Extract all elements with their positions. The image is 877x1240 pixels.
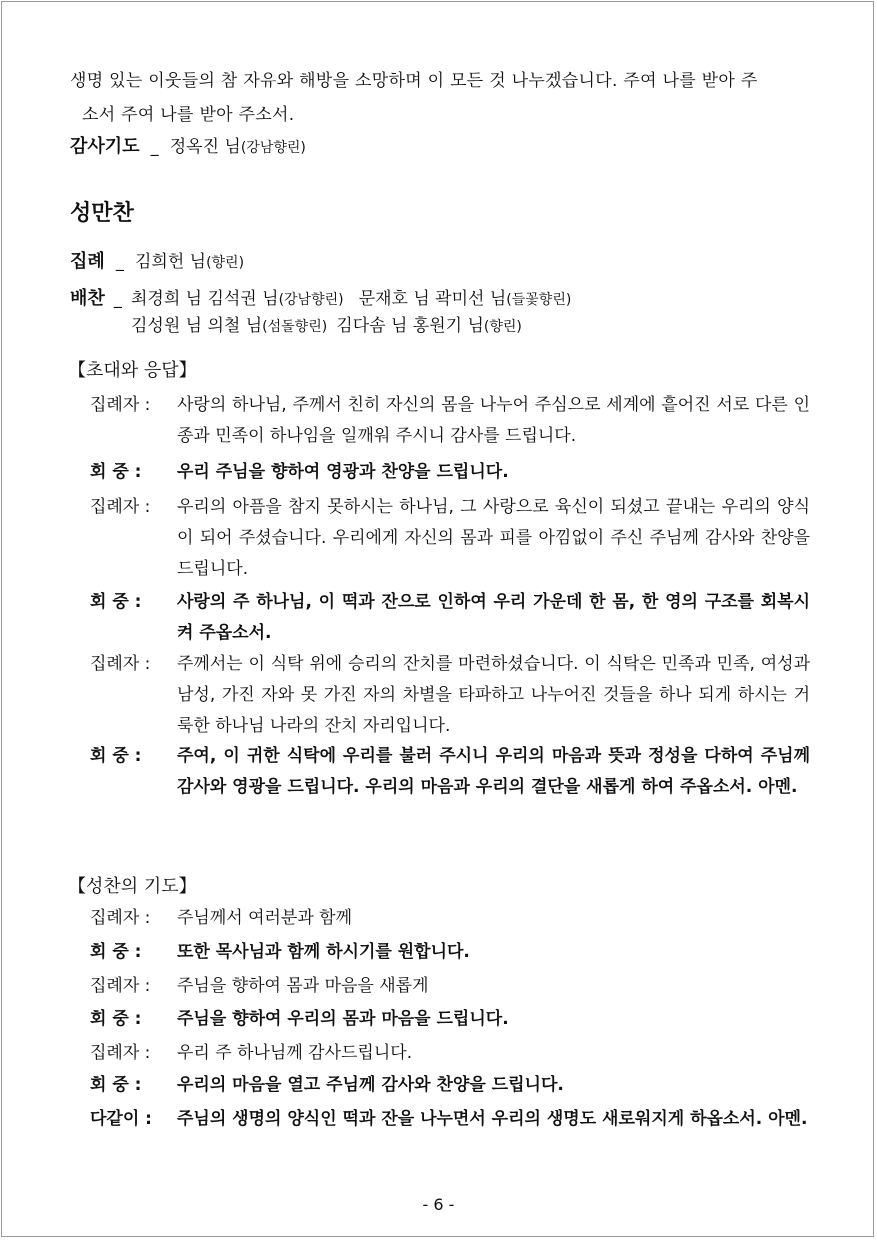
speaker-label: 회 중 : [90,462,142,482]
servers-line-2 [131,311,522,336]
officiant-line [70,247,244,273]
thanks-prayer-line [70,132,306,158]
officiant-sep: _ [115,252,124,271]
response-text: 주여, 이 귀한 식탁에 우리를 불러 주시니 우리의 마음과 뜻과 정성을 다하여 주님께 감사와 영광을 드립니다. 우리의 마음과 우리의 결단을 새롭게 하여 주옵소서. 아멘. [177,746,810,797]
response-text: 주님의 생명의 양식인 떡과 잔을 나누면서 우리의 생명도 새로워지게 하옵소서. 아멘. [177,1109,808,1129]
officiant-name: 김희헌 님 [134,252,207,272]
response-text: 주님을 향하여 우리의 몸과 마음을 드립니다. [177,1009,509,1029]
response-line [90,937,810,968]
response-line [90,390,810,452]
speaker-label: 집례자 : [90,654,151,674]
section-title-invitation: 【초대와 응답】 [68,360,197,381]
response-line [90,1038,810,1069]
response-line [90,587,810,649]
speaker-label: 집례자 : [90,908,151,928]
response-text: 우리의 아픔을 참지 못하시는 하나님, 그 사랑으로 육신이 되셨고 끝내는 우리의 양식이 되어 주셨습니다. 우리에게 자신의 몸과 피를 아낌없이 주신 주님께 감사와 찬양을 드립니다. [177,497,810,579]
server-affil: (향린) [483,319,522,335]
servers-sep: _ [113,289,122,308]
thanks-prayer-name: 정옥진 님 [169,137,241,157]
servers-line-1 [70,284,571,310]
thanks-prayer-label: 감사기도 [70,136,140,157]
response-text: 주님을 향하여 몸과 마음을 새롭게 [177,976,429,996]
response-text: 우리 주님을 향하여 영광과 찬양을 드립니다. [177,462,509,482]
response-text: 주께서는 이 식탁 위에 승리의 잔치를 마련하셨습니다. 이 식탁은 민족과 민족, 여성과 남성, 가진 자와 못 가진 자의 차별을 타파하고 나누어진 것들을 하나 되게 하시는 거룩한 하나님 나라의 잔치 자리입니다. [177,654,810,736]
speaker-label: 집례자 : [90,1043,151,1063]
response-line [90,649,810,742]
server-names: 최경희 님 김석권 님 [130,289,279,309]
page-number: - 6 - [422,1195,455,1214]
response-line [90,741,810,803]
server-affil: (들꽃향린) [506,292,572,308]
response-line [90,457,810,488]
speaker-label: 회 중 : [90,746,142,766]
response-line [90,492,810,585]
response-text: 또한 목사님과 함께 하시기를 원합니다. [177,942,470,962]
response-line [90,971,810,1002]
server-names: 문재호 님 곽미선 님 [358,289,507,309]
server-names: 김다솜 님 홍원기 님 [336,316,484,336]
speaker-label: 회 중 : [90,1009,142,1029]
response-text: 우리 주 하나님께 감사드립니다. [177,1043,413,1063]
speaker-label: 집례자 : [90,976,151,996]
speaker-label: 집례자 : [90,497,151,517]
servers-label: 배찬 [70,288,105,309]
response-line [90,1070,810,1101]
speaker-label: 집례자 : [90,395,151,415]
page-heading: 성만찬 [70,201,134,226]
response-text: 사랑의 하나님, 주께서 친히 자신의 몸을 나누어 주심으로 세계에 흩어진 서로 다른 인종과 민족이 하나임을 일깨워 주시니 감사를 드립니다. [177,395,810,446]
speaker-label: 회 중 : [90,942,142,962]
server-affil: (섬돌향린) [262,319,328,335]
intro-line-1: 생명 있는 이웃들의 참 자유와 해방을 소망하며 이 모든 것 나누겠습니다. 주여 나를 받아 주 [70,71,758,91]
response-line [90,1104,810,1135]
response-line [90,903,810,934]
intro-line-2: 소서 주여 나를 받아 주소서. [82,105,295,125]
speaker-label: 회 중 : [90,592,142,612]
thanks-prayer-affil: (강남향린) [240,140,306,156]
server-names: 김성원 님 의철 님 [131,316,263,336]
response-line [90,1004,810,1035]
speaker-label: 다같이 : [90,1109,152,1129]
section-title-eucharistic-prayer: 【성찬의 기도】 [68,876,197,897]
server-affil: (강남향린) [278,292,344,308]
response-text: 주님께서 여러분과 함께 [177,908,353,928]
officiant-label: 집례 [70,251,105,272]
speaker-label: 회 중 : [90,1075,142,1095]
response-text: 사랑의 주 하나님, 이 떡과 잔으로 인하여 우리 가운데 한 몸, 한 영의 구조를 회복시켜 주옵소서. [177,592,810,643]
officiant-affil: (향린) [206,255,245,271]
response-text: 우리의 마음을 열고 주님께 감사와 찬양을 드립니다. [177,1075,564,1095]
thanks-prayer-sep: _ [150,137,159,156]
